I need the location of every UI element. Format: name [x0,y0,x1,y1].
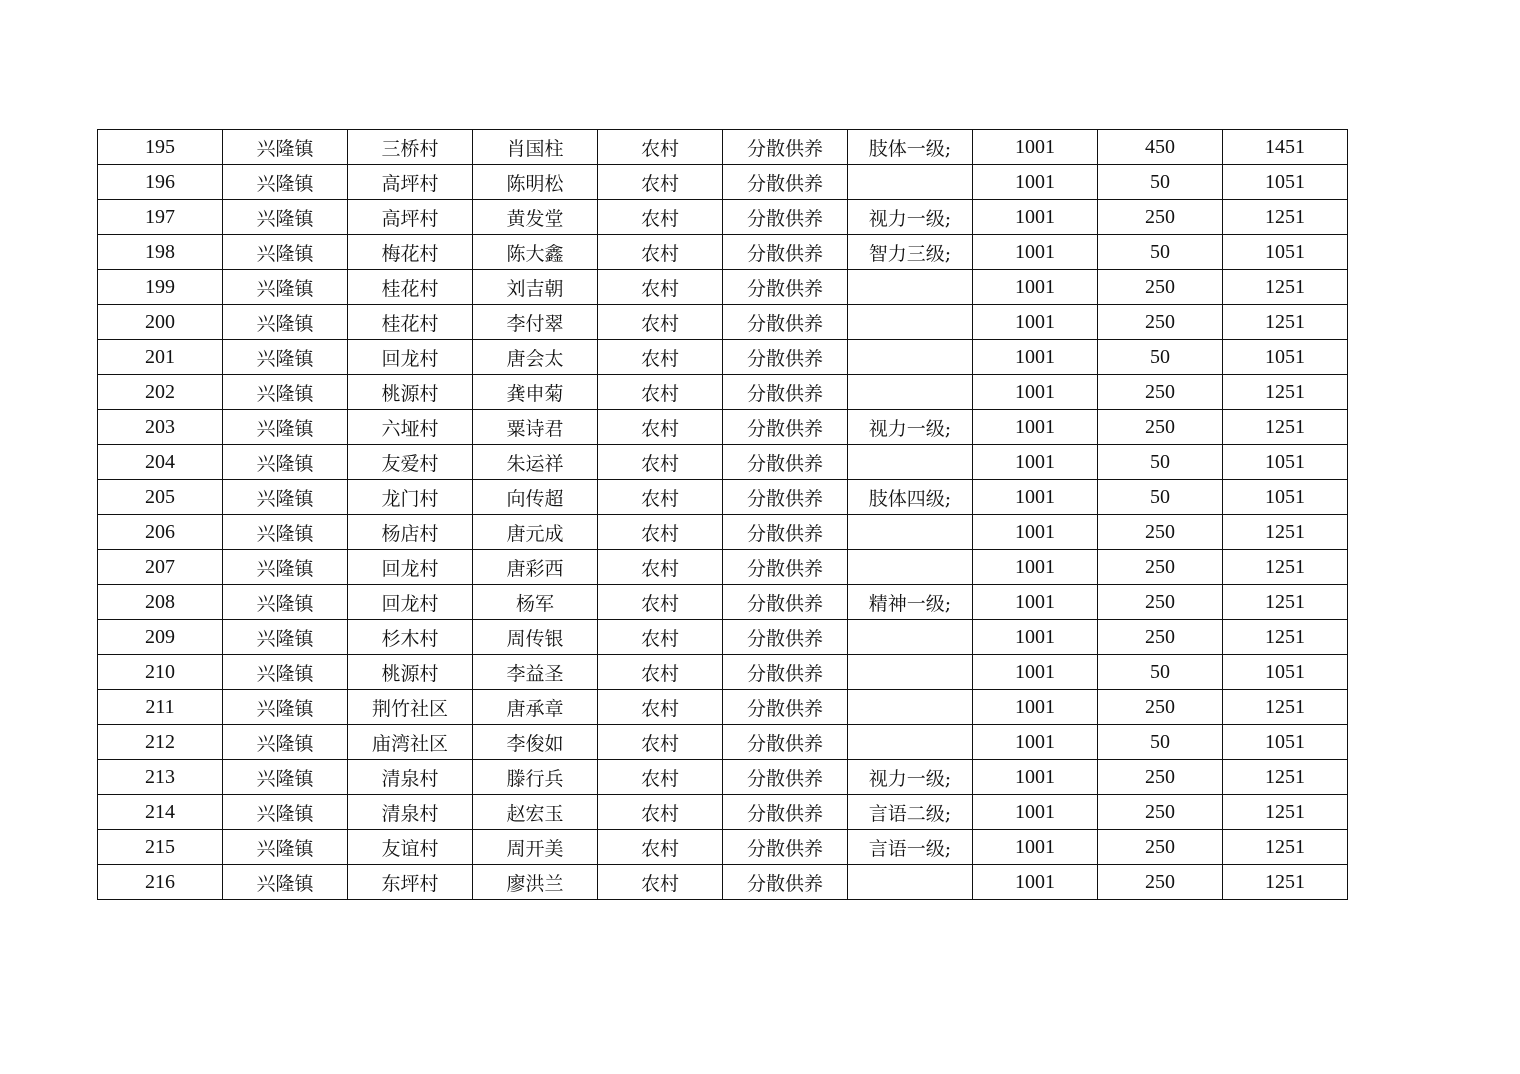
cell-town: 兴隆镇 [223,165,348,200]
cell-disability-level: 精神一级; [848,585,973,620]
cell-village: 回龙村 [348,585,473,620]
table-row [98,725,1348,760]
cell-amount-2: 250 [1098,550,1223,585]
cell-support-type: 分散供养 [723,410,848,445]
cell-amount-2: 50 [1098,445,1223,480]
cell-amount-1: 1001 [973,515,1098,550]
cell-row-number: 201 [98,340,223,375]
table-body [98,130,1348,900]
table-row [98,375,1348,410]
cell-amount-1: 1001 [973,165,1098,200]
cell-row-number: 202 [98,375,223,410]
cell-amount-1: 1001 [973,760,1098,795]
cell-person-name: 赵宏玉 [473,795,598,830]
cell-support-type: 分散供养 [723,655,848,690]
cell-area-type: 农村 [598,760,723,795]
cell-disability-level [848,655,973,690]
table-row [98,550,1348,585]
cell-person-name: 肖国柱 [473,130,598,165]
cell-town: 兴隆镇 [223,830,348,865]
cell-amount-total: 1251 [1223,515,1348,550]
cell-person-name: 唐元成 [473,515,598,550]
cell-row-number: 200 [98,305,223,340]
cell-amount-2: 450 [1098,130,1223,165]
cell-amount-total: 1051 [1223,235,1348,270]
cell-person-name: 唐承章 [473,690,598,725]
cell-disability-level: 肢体一级; [848,130,973,165]
cell-disability-level: 视力一级; [848,410,973,445]
cell-row-number: 212 [98,725,223,760]
cell-support-type: 分散供养 [723,585,848,620]
cell-row-number: 208 [98,585,223,620]
cell-village: 桃源村 [348,375,473,410]
cell-amount-total: 1251 [1223,550,1348,585]
cell-village: 回龙村 [348,550,473,585]
cell-row-number: 203 [98,410,223,445]
table-row [98,865,1348,900]
cell-amount-2: 50 [1098,235,1223,270]
cell-amount-2: 250 [1098,795,1223,830]
cell-town: 兴隆镇 [223,445,348,480]
cell-amount-1: 1001 [973,585,1098,620]
cell-person-name: 向传超 [473,480,598,515]
cell-amount-1: 1001 [973,655,1098,690]
cell-disability-level: 视力一级; [848,200,973,235]
cell-person-name: 滕行兵 [473,760,598,795]
cell-person-name: 唐彩西 [473,550,598,585]
cell-area-type: 农村 [598,305,723,340]
cell-amount-total: 1051 [1223,165,1348,200]
cell-person-name: 李付翠 [473,305,598,340]
cell-support-type: 分散供养 [723,480,848,515]
cell-row-number: 214 [98,795,223,830]
cell-area-type: 农村 [598,515,723,550]
cell-amount-2: 250 [1098,305,1223,340]
cell-amount-2: 250 [1098,690,1223,725]
cell-amount-1: 1001 [973,305,1098,340]
cell-disability-level [848,270,973,305]
cell-amount-1: 1001 [973,445,1098,480]
cell-town: 兴隆镇 [223,550,348,585]
cell-row-number: 213 [98,760,223,795]
cell-amount-1: 1001 [973,865,1098,900]
cell-amount-2: 250 [1098,515,1223,550]
table-row [98,655,1348,690]
cell-amount-total: 1051 [1223,340,1348,375]
cell-area-type: 农村 [598,585,723,620]
cell-town: 兴隆镇 [223,620,348,655]
cell-area-type: 农村 [598,130,723,165]
cell-support-type: 分散供养 [723,165,848,200]
cell-amount-1: 1001 [973,270,1098,305]
cell-town: 兴隆镇 [223,690,348,725]
cell-town: 兴隆镇 [223,130,348,165]
cell-row-number: 205 [98,480,223,515]
table-row [98,165,1348,200]
cell-support-type: 分散供养 [723,130,848,165]
cell-amount-1: 1001 [973,830,1098,865]
cell-amount-2: 50 [1098,480,1223,515]
table-row [98,340,1348,375]
cell-support-type: 分散供养 [723,550,848,585]
cell-town: 兴隆镇 [223,515,348,550]
cell-amount-total: 1051 [1223,725,1348,760]
cell-disability-level: 智力三级; [848,235,973,270]
cell-area-type: 农村 [598,865,723,900]
cell-town: 兴隆镇 [223,340,348,375]
cell-support-type: 分散供养 [723,620,848,655]
cell-row-number: 197 [98,200,223,235]
cell-amount-total: 1251 [1223,200,1348,235]
cell-support-type: 分散供养 [723,830,848,865]
cell-village: 高坪村 [348,165,473,200]
cell-row-number: 210 [98,655,223,690]
cell-amount-total: 1051 [1223,445,1348,480]
cell-amount-1: 1001 [973,690,1098,725]
cell-amount-1: 1001 [973,725,1098,760]
cell-disability-level [848,725,973,760]
cell-disability-level [848,165,973,200]
cell-amount-2: 250 [1098,830,1223,865]
cell-village: 东坪村 [348,865,473,900]
cell-town: 兴隆镇 [223,480,348,515]
data-table [97,129,1348,900]
cell-person-name: 唐会太 [473,340,598,375]
cell-amount-total: 1251 [1223,830,1348,865]
cell-row-number: 195 [98,130,223,165]
table-row [98,130,1348,165]
cell-support-type: 分散供养 [723,375,848,410]
table-row [98,200,1348,235]
cell-area-type: 农村 [598,445,723,480]
cell-disability-level [848,340,973,375]
cell-amount-total: 1251 [1223,865,1348,900]
cell-disability-level: 肢体四级; [848,480,973,515]
cell-village: 桂花村 [348,305,473,340]
cell-town: 兴隆镇 [223,375,348,410]
cell-amount-2: 250 [1098,410,1223,445]
table-row [98,270,1348,305]
cell-amount-1: 1001 [973,410,1098,445]
cell-support-type: 分散供养 [723,795,848,830]
cell-amount-total: 1251 [1223,585,1348,620]
cell-person-name: 黄发堂 [473,200,598,235]
cell-village: 三桥村 [348,130,473,165]
cell-disability-level: 视力一级; [848,760,973,795]
cell-disability-level [848,375,973,410]
cell-area-type: 农村 [598,165,723,200]
cell-area-type: 农村 [598,550,723,585]
cell-person-name: 周传银 [473,620,598,655]
cell-amount-2: 250 [1098,865,1223,900]
cell-disability-level [848,865,973,900]
cell-town: 兴隆镇 [223,585,348,620]
cell-row-number: 209 [98,620,223,655]
cell-town: 兴隆镇 [223,725,348,760]
cell-village: 友爱村 [348,445,473,480]
cell-amount-1: 1001 [973,620,1098,655]
cell-person-name: 龚申菊 [473,375,598,410]
cell-village: 桃源村 [348,655,473,690]
cell-row-number: 207 [98,550,223,585]
cell-person-name: 杨军 [473,585,598,620]
cell-amount-2: 250 [1098,200,1223,235]
cell-support-type: 分散供养 [723,200,848,235]
cell-area-type: 农村 [598,795,723,830]
cell-amount-total: 1251 [1223,760,1348,795]
cell-amount-total: 1251 [1223,690,1348,725]
cell-amount-total: 1251 [1223,620,1348,655]
cell-amount-1: 1001 [973,130,1098,165]
cell-support-type: 分散供养 [723,690,848,725]
cell-amount-2: 250 [1098,760,1223,795]
cell-person-name: 陈明松 [473,165,598,200]
cell-amount-2: 250 [1098,585,1223,620]
cell-amount-1: 1001 [973,550,1098,585]
cell-amount-1: 1001 [973,235,1098,270]
cell-area-type: 农村 [598,235,723,270]
cell-town: 兴隆镇 [223,270,348,305]
cell-village: 杉木村 [348,620,473,655]
cell-area-type: 农村 [598,200,723,235]
cell-disability-level [848,620,973,655]
cell-amount-1: 1001 [973,480,1098,515]
cell-amount-total: 1251 [1223,410,1348,445]
cell-row-number: 204 [98,445,223,480]
cell-person-name: 廖洪兰 [473,865,598,900]
cell-support-type: 分散供养 [723,865,848,900]
cell-amount-2: 50 [1098,165,1223,200]
cell-amount-total: 1451 [1223,130,1348,165]
cell-area-type: 农村 [598,830,723,865]
cell-amount-total: 1251 [1223,375,1348,410]
cell-amount-total: 1051 [1223,655,1348,690]
cell-amount-2: 50 [1098,725,1223,760]
cell-person-name: 周开美 [473,830,598,865]
cell-amount-2: 250 [1098,375,1223,410]
cell-town: 兴隆镇 [223,760,348,795]
cell-amount-2: 50 [1098,655,1223,690]
cell-person-name: 朱运祥 [473,445,598,480]
cell-town: 兴隆镇 [223,235,348,270]
cell-person-name: 李俊如 [473,725,598,760]
cell-area-type: 农村 [598,620,723,655]
table-row [98,305,1348,340]
cell-disability-level [848,445,973,480]
cell-area-type: 农村 [598,655,723,690]
cell-town: 兴隆镇 [223,795,348,830]
table-row [98,620,1348,655]
cell-village: 清泉村 [348,760,473,795]
cell-amount-total: 1251 [1223,795,1348,830]
cell-amount-total: 1251 [1223,270,1348,305]
cell-town: 兴隆镇 [223,865,348,900]
cell-support-type: 分散供养 [723,305,848,340]
cell-area-type: 农村 [598,410,723,445]
cell-amount-1: 1001 [973,375,1098,410]
cell-amount-1: 1001 [973,340,1098,375]
cell-row-number: 199 [98,270,223,305]
cell-disability-level: 言语一级; [848,830,973,865]
cell-town: 兴隆镇 [223,305,348,340]
cell-village: 回龙村 [348,340,473,375]
cell-row-number: 211 [98,690,223,725]
cell-village: 龙门村 [348,480,473,515]
cell-amount-2: 250 [1098,270,1223,305]
cell-town: 兴隆镇 [223,655,348,690]
cell-town: 兴隆镇 [223,200,348,235]
cell-village: 高坪村 [348,200,473,235]
cell-amount-2: 250 [1098,620,1223,655]
cell-area-type: 农村 [598,725,723,760]
cell-disability-level [848,550,973,585]
cell-amount-total: 1051 [1223,480,1348,515]
cell-person-name: 李益圣 [473,655,598,690]
table-row [98,830,1348,865]
table-row [98,585,1348,620]
cell-row-number: 196 [98,165,223,200]
cell-person-name: 陈大鑫 [473,235,598,270]
cell-village: 友谊村 [348,830,473,865]
table-row [98,690,1348,725]
cell-support-type: 分散供养 [723,270,848,305]
cell-village: 清泉村 [348,795,473,830]
cell-town: 兴隆镇 [223,410,348,445]
cell-row-number: 198 [98,235,223,270]
cell-village: 六垭村 [348,410,473,445]
cell-area-type: 农村 [598,480,723,515]
cell-area-type: 农村 [598,340,723,375]
cell-village: 桂花村 [348,270,473,305]
cell-area-type: 农村 [598,270,723,305]
table-row [98,515,1348,550]
cell-disability-level [848,690,973,725]
cell-village: 梅花村 [348,235,473,270]
cell-person-name: 刘吉朝 [473,270,598,305]
cell-village: 杨店村 [348,515,473,550]
table-row [98,410,1348,445]
cell-support-type: 分散供养 [723,515,848,550]
cell-support-type: 分散供养 [723,725,848,760]
cell-support-type: 分散供养 [723,235,848,270]
cell-support-type: 分散供养 [723,340,848,375]
cell-row-number: 216 [98,865,223,900]
table-row [98,235,1348,270]
cell-support-type: 分散供养 [723,760,848,795]
cell-amount-2: 50 [1098,340,1223,375]
cell-amount-total: 1251 [1223,305,1348,340]
cell-amount-1: 1001 [973,795,1098,830]
cell-row-number: 215 [98,830,223,865]
cell-area-type: 农村 [598,375,723,410]
cell-area-type: 农村 [598,690,723,725]
cell-disability-level [848,305,973,340]
cell-person-name: 粟诗君 [473,410,598,445]
table-row [98,795,1348,830]
cell-disability-level [848,515,973,550]
table-row [98,760,1348,795]
cell-amount-1: 1001 [973,200,1098,235]
table-row [98,480,1348,515]
table-row [98,445,1348,480]
cell-village: 荆竹社区 [348,690,473,725]
cell-row-number: 206 [98,515,223,550]
cell-village: 庙湾社区 [348,725,473,760]
cell-disability-level: 言语二级; [848,795,973,830]
cell-support-type: 分散供养 [723,445,848,480]
